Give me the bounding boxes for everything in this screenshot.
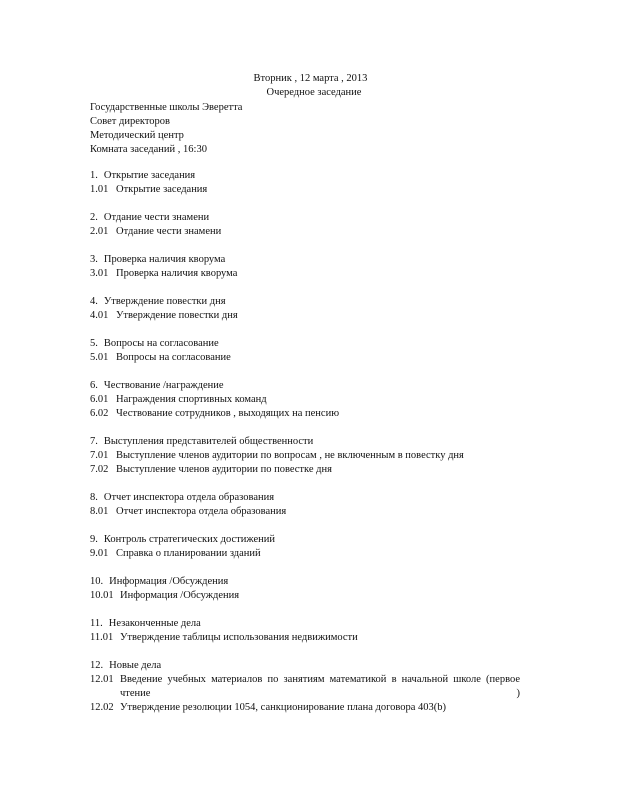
agenda-section-5 bbox=[90, 337, 520, 365]
item-text: Выступление членов аудитории по вопросам , не включенным в повестку дня bbox=[116, 450, 464, 461]
organization-block bbox=[90, 101, 242, 157]
item-number: 3.01 bbox=[90, 268, 109, 279]
section-title: Чествование /награждение bbox=[103, 380, 224, 391]
item-number: 10.01 bbox=[90, 590, 114, 601]
item-text: Проверка наличия кворума bbox=[116, 268, 238, 279]
section-title: Проверка наличия кворума bbox=[103, 254, 226, 265]
section-title: Отдание чести знамени bbox=[103, 212, 210, 223]
agenda-section-9 bbox=[90, 533, 520, 561]
section-title: Контроль стратегических достижений bbox=[103, 534, 275, 545]
item-number: 7.02 bbox=[90, 464, 109, 475]
item-text: Открытие заседания bbox=[116, 184, 208, 195]
item-text: Справка о планировании зданий bbox=[116, 548, 261, 559]
agenda-section-2 bbox=[90, 211, 520, 239]
section-number: 4. bbox=[90, 296, 98, 307]
item-number: 8.01 bbox=[90, 506, 109, 517]
item-number: 6.01 bbox=[90, 394, 109, 405]
section-number: 8. bbox=[90, 492, 98, 503]
section-title: Информация /Обсуждения bbox=[109, 576, 229, 587]
section-number: 1. bbox=[90, 170, 98, 181]
agenda-section-11 bbox=[90, 617, 520, 645]
agenda-section-6 bbox=[90, 379, 520, 421]
item-number: 9.01 bbox=[90, 548, 109, 559]
meeting-date: Вторник , 12 марта , 2013 bbox=[253, 73, 368, 84]
item-number: 12.01 bbox=[90, 674, 114, 685]
item-text: Утверждение повестки дня bbox=[116, 310, 238, 321]
document-header bbox=[0, 72, 618, 100]
agenda-section-3 bbox=[90, 253, 520, 281]
agenda-section-4 bbox=[90, 295, 520, 323]
item-text: Выступление членов аудитории по повестке дня bbox=[116, 464, 332, 475]
item-number: 1.01 bbox=[90, 184, 109, 195]
section-title: Новые дела bbox=[109, 660, 162, 671]
section-number: 5. bbox=[90, 338, 98, 349]
section-number: 3. bbox=[90, 254, 98, 265]
section-title: Выступления представителей общественности bbox=[103, 436, 314, 447]
section-title: Утверждение повестки дня bbox=[103, 296, 226, 307]
section-title: Отчет инспектора отдела образования bbox=[103, 492, 275, 503]
section-number: 11. bbox=[90, 618, 103, 629]
item-text: Введение учебных материалов по занятиям математикой в начальной школе (первое чтение ) bbox=[120, 674, 520, 699]
item-number: 5.01 bbox=[90, 352, 109, 363]
item-text: Отдание чести знамени bbox=[116, 226, 222, 237]
section-number: 2. bbox=[90, 212, 98, 223]
meeting-type: Очередное заседание bbox=[266, 87, 362, 98]
item-text: Информация /Обсуждения bbox=[120, 590, 240, 601]
section-number: 12. bbox=[90, 660, 104, 671]
agenda-section-10 bbox=[90, 575, 520, 603]
item-text: Чествование сотрудников , выходящих на пенсию bbox=[116, 408, 340, 419]
section-number: 10. bbox=[90, 576, 104, 587]
section-number: 6. bbox=[90, 380, 98, 391]
item-number: 11.01 bbox=[90, 632, 114, 643]
org-line-room: Комната заседаний , 16:30 bbox=[90, 144, 207, 155]
section-title: Незаконченные дела bbox=[108, 618, 201, 629]
org-line-board: Совет директоров bbox=[90, 116, 171, 127]
item-text: Утверждение резолюции 1054, санкционирование плана договора 403(b) bbox=[120, 702, 447, 713]
item-number: 12.02 bbox=[90, 702, 114, 713]
item-text: Отчет инспектора отдела образования bbox=[116, 506, 287, 517]
agenda-section-12 bbox=[90, 659, 520, 715]
item-number: 4.01 bbox=[90, 310, 109, 321]
item-number: 2.01 bbox=[90, 226, 109, 237]
item-text: Утверждение таблицы использования недвижимости bbox=[120, 632, 358, 643]
item-number: 6.02 bbox=[90, 408, 109, 419]
item-number: 7.01 bbox=[90, 450, 109, 461]
section-number: 7. bbox=[90, 436, 98, 447]
item-text: Вопросы на согласование bbox=[116, 352, 231, 363]
section-title: Вопросы на согласование bbox=[103, 338, 219, 349]
org-line-schools: Государственные школы Эверетта bbox=[90, 102, 243, 113]
section-number: 9. bbox=[90, 534, 98, 545]
section-title: Открытие заседания bbox=[103, 170, 196, 181]
item-text: Награждения спортивных команд bbox=[116, 394, 267, 405]
agenda-section-1 bbox=[90, 169, 520, 197]
agenda-section-8 bbox=[90, 491, 520, 519]
org-line-center: Методический центр bbox=[90, 130, 184, 141]
agenda-list bbox=[90, 169, 520, 729]
agenda-section-7 bbox=[90, 435, 520, 477]
